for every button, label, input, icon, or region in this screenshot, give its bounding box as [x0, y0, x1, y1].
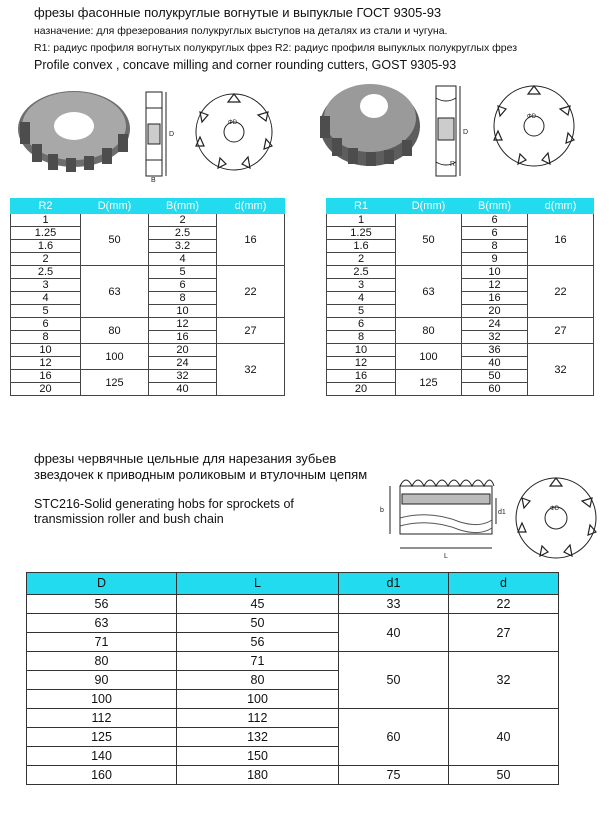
- cell: 45: [177, 595, 339, 614]
- cell: 12: [462, 279, 528, 292]
- label-D: D: [169, 131, 175, 138]
- col-d1: d1: [339, 573, 449, 595]
- concave-cutter-table: [326, 198, 594, 396]
- cell: 3.2: [149, 240, 217, 253]
- cutter-side-view-right: [436, 86, 468, 176]
- cell: 2: [327, 253, 396, 266]
- cell: 5: [149, 266, 217, 279]
- cell: 5: [327, 305, 396, 318]
- cell: 1.25: [327, 227, 396, 240]
- cell: 1.6: [11, 240, 81, 253]
- cell: 10: [149, 305, 217, 318]
- cell: 71: [177, 652, 339, 671]
- cell: 50: [462, 370, 528, 383]
- table-row: [27, 652, 559, 671]
- col-r1: R1: [327, 199, 396, 214]
- cell: 10: [327, 344, 396, 357]
- table-row: [327, 266, 594, 279]
- col-B: B(mm): [462, 199, 528, 214]
- cell: 132: [177, 728, 339, 747]
- cell: 40: [449, 709, 559, 766]
- cell: 125: [27, 728, 177, 747]
- table-row: [27, 614, 559, 633]
- cell: 1: [327, 214, 396, 227]
- convex-cutter-drawings: [14, 84, 304, 184]
- cell: 3: [327, 279, 396, 292]
- label-phi: ΦD: [228, 120, 238, 126]
- cell: 24: [149, 357, 217, 370]
- cell: 16: [11, 370, 81, 383]
- cell: 32: [528, 344, 594, 396]
- cell: 63: [396, 266, 462, 318]
- col-L: L: [177, 573, 339, 595]
- hob-drawings: [372, 468, 604, 568]
- cell: 40: [339, 614, 449, 652]
- label-phi2: ΦD: [527, 114, 537, 120]
- cell: 33: [339, 595, 449, 614]
- cell: 22: [217, 266, 285, 318]
- cell: 50: [81, 214, 149, 266]
- cell: 1.25: [11, 227, 81, 240]
- cell: 2.5: [11, 266, 81, 279]
- table-row: [27, 595, 559, 614]
- cell: 6: [462, 227, 528, 240]
- cutter-photo-right: [320, 84, 420, 166]
- title-en: Profile convex , concave milling and corner rounding cutters, GOST 9305-93: [34, 58, 457, 72]
- cell: 112: [177, 709, 339, 728]
- cell: 50: [449, 766, 559, 785]
- cell: 8: [327, 331, 396, 344]
- cell: 2: [149, 214, 217, 227]
- cell: 12: [11, 357, 81, 370]
- cell: 50: [396, 214, 462, 266]
- cell: 20: [462, 305, 528, 318]
- table-row: [327, 344, 594, 357]
- cell: 5: [11, 305, 81, 318]
- cell: 80: [27, 652, 177, 671]
- cell: 1: [11, 214, 81, 227]
- table-row: [11, 344, 285, 357]
- label-D2: D: [463, 129, 469, 136]
- cell: 63: [27, 614, 177, 633]
- cell: 160: [27, 766, 177, 785]
- cell: 56: [177, 633, 339, 652]
- cell: 16: [217, 214, 285, 266]
- cell: 16: [462, 292, 528, 305]
- label-b: b: [380, 507, 384, 514]
- cell: 71: [27, 633, 177, 652]
- cutter-side-view-left: [146, 92, 174, 184]
- cell: 125: [81, 370, 149, 396]
- col-d: d(mm): [217, 199, 285, 214]
- purpose-ru: назначение: для фрезерования полукруглых выступов на деталях из стали и чугуна.: [34, 25, 448, 37]
- cell: 140: [27, 747, 177, 766]
- col-D: D(mm): [81, 199, 149, 214]
- cutter-photo-left: [18, 91, 130, 172]
- cell: 12: [149, 318, 217, 331]
- label-B: B: [151, 177, 156, 184]
- hob-front-view: [516, 478, 596, 558]
- section2-title-ru: фрезы червячные цельные для нарезания зубьев звездочек к приводным роликовым и втулочным цепям: [34, 451, 368, 482]
- table-row: [11, 214, 285, 227]
- cell: 22: [449, 595, 559, 614]
- table-row: [11, 318, 285, 331]
- cell: 24: [462, 318, 528, 331]
- col-B: B(mm): [149, 199, 217, 214]
- cell: 2.5: [149, 227, 217, 240]
- cell: 16: [528, 214, 594, 266]
- table-header-row: [27, 573, 559, 595]
- radius-note-ru: R1: радиус профиля вогнутых полукруглых фрез R2: радиус профиля выпуклых полукруглых фрез: [34, 42, 518, 54]
- section2-title-en: STC216-Solid generating hobs for sprockets of transmission roller and bush chain: [34, 497, 294, 526]
- cell: 12: [327, 357, 396, 370]
- table-row: [27, 766, 559, 785]
- cell: 80: [396, 318, 462, 344]
- cell: 1.6: [327, 240, 396, 253]
- cell: 50: [339, 652, 449, 709]
- cell: 100: [177, 690, 339, 709]
- cell: 150: [177, 747, 339, 766]
- cell: 100: [27, 690, 177, 709]
- cell: 90: [27, 671, 177, 690]
- label-L: L: [444, 553, 448, 560]
- col-D: D(mm): [396, 199, 462, 214]
- cell: 125: [396, 370, 462, 396]
- col-d: d(mm): [528, 199, 594, 214]
- label-R: R: [450, 161, 456, 168]
- cell: 100: [396, 344, 462, 370]
- concave-cutter-drawings: [312, 76, 602, 186]
- cell: 40: [149, 383, 217, 396]
- cell: 8: [149, 292, 217, 305]
- cell: 60: [339, 709, 449, 766]
- table-header-row: [327, 199, 594, 214]
- col-d: d: [449, 573, 559, 595]
- cell: 32: [449, 652, 559, 709]
- title-ru: фрезы фасонные полукруглые вогнутые и выпуклые ГОСТ 9305-93: [34, 5, 442, 20]
- cell: 80: [177, 671, 339, 690]
- cell: 9: [462, 253, 528, 266]
- label-d1: d1: [498, 509, 506, 516]
- cell: 22: [528, 266, 594, 318]
- table-row: [327, 214, 594, 227]
- hob-table: [26, 572, 559, 785]
- cell: 56: [27, 595, 177, 614]
- cell: 3: [11, 279, 81, 292]
- col-D: D: [27, 573, 177, 595]
- convex-cutter-table: [10, 198, 285, 396]
- cell: 6: [149, 279, 217, 292]
- cell: 10: [462, 266, 528, 279]
- cell: 100: [81, 344, 149, 370]
- cell: 6: [462, 214, 528, 227]
- cell: 16: [327, 370, 396, 383]
- cell: 40: [462, 357, 528, 370]
- hob-side-view: [380, 480, 506, 560]
- cell: 20: [327, 383, 396, 396]
- cell: 10: [11, 344, 81, 357]
- cell: 20: [11, 383, 81, 396]
- table-header-row: [11, 199, 285, 214]
- cell: 27: [217, 318, 285, 344]
- cell: 4: [11, 292, 81, 305]
- cell: 20: [149, 344, 217, 357]
- cell: 6: [327, 318, 396, 331]
- cell: 16: [149, 331, 217, 344]
- cell: 6: [11, 318, 81, 331]
- label-phi3: ΦD: [550, 506, 560, 512]
- cutter-front-view-left: [196, 94, 272, 170]
- cell: 112: [27, 709, 177, 728]
- cell: 36: [462, 344, 528, 357]
- cell: 32: [149, 370, 217, 383]
- table-row: [27, 709, 559, 728]
- cell: 60: [462, 383, 528, 396]
- cell: 8: [11, 331, 81, 344]
- cell: 80: [81, 318, 149, 344]
- cell: 32: [462, 331, 528, 344]
- cell: 27: [449, 614, 559, 652]
- cell: 63: [81, 266, 149, 318]
- cell: 2: [11, 253, 81, 266]
- cell: 180: [177, 766, 339, 785]
- cell: 2.5: [327, 266, 396, 279]
- cell: 27: [528, 318, 594, 344]
- table-row: [327, 318, 594, 331]
- cell: 8: [462, 240, 528, 253]
- cell: 75: [339, 766, 449, 785]
- table-row: [11, 266, 285, 279]
- col-r2: R2: [11, 199, 81, 214]
- cell: 32: [217, 344, 285, 396]
- cell: 4: [327, 292, 396, 305]
- cell: 4: [149, 253, 217, 266]
- cell: 50: [177, 614, 339, 633]
- cutter-front-view-right: [494, 86, 574, 166]
